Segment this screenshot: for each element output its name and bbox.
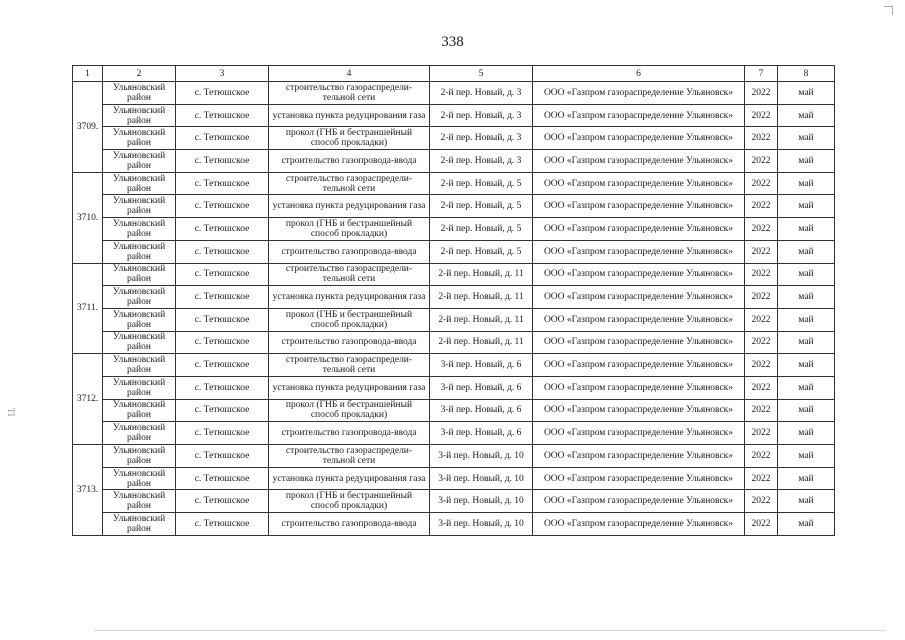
header-col-7: 7 xyxy=(745,66,778,82)
district-cell: Ульяновский район xyxy=(103,172,176,195)
address-cell: 2-й пер. Новый, д. 5 xyxy=(430,240,533,263)
table-row xyxy=(73,104,835,127)
month-cell: май xyxy=(778,354,835,377)
work-type-cell: строительство газораспредели-тельной сети xyxy=(269,445,430,468)
company-cell: ООО «Газпром газораспределение Ульяновск» xyxy=(533,490,745,513)
address-cell: 3-й пер. Новый, д. 10 xyxy=(430,513,533,536)
table-body xyxy=(73,66,835,536)
address-cell: 2-й пер. Новый, д. 11 xyxy=(430,331,533,354)
table-row xyxy=(73,150,835,173)
district-cell: Ульяновский район xyxy=(103,286,176,309)
table-row xyxy=(73,127,835,150)
company-cell: ООО «Газпром газораспределение Ульяновск» xyxy=(533,263,745,286)
address-cell: 3-й пер. Новый, д. 6 xyxy=(430,376,533,399)
work-type-cell: установка пункта редуцирования газа xyxy=(269,467,430,490)
company-cell: ООО «Газпром газораспределение Ульяновск» xyxy=(533,240,745,263)
table-row xyxy=(73,445,835,468)
district-cell: Ульяновский район xyxy=(103,263,176,286)
year-cell: 2022 xyxy=(745,150,778,173)
settlement-cell: с. Тетюшское xyxy=(176,331,269,354)
company-cell: ООО «Газпром газораспределение Ульяновск» xyxy=(533,150,745,173)
table-row xyxy=(73,240,835,263)
year-cell: 2022 xyxy=(745,490,778,513)
company-cell: ООО «Газпром газораспределение Ульяновск» xyxy=(533,127,745,150)
header-col-5: 5 xyxy=(430,66,533,82)
settlement-cell: с. Тетюшское xyxy=(176,308,269,331)
month-cell: май xyxy=(778,331,835,354)
header-col-2: 2 xyxy=(103,66,176,82)
month-cell: май xyxy=(778,308,835,331)
address-cell: 2-й пер. Новый, д. 5 xyxy=(430,218,533,241)
month-cell: май xyxy=(778,445,835,468)
table-row xyxy=(73,172,835,195)
table-row xyxy=(73,376,835,399)
year-cell: 2022 xyxy=(745,513,778,536)
month-cell: май xyxy=(778,490,835,513)
table-row xyxy=(73,195,835,218)
district-cell: Ульяновский район xyxy=(103,150,176,173)
month-cell: май xyxy=(778,286,835,309)
settlement-cell: с. Тетюшское xyxy=(176,354,269,377)
year-cell: 2022 xyxy=(745,172,778,195)
side-margin-mark: TI xyxy=(6,408,16,417)
work-type-cell: строительство газораспредели-тельной сети xyxy=(269,263,430,286)
settlement-cell: с. Тетюшское xyxy=(176,172,269,195)
header-row xyxy=(73,66,835,82)
year-cell: 2022 xyxy=(745,354,778,377)
row-number: 3710. xyxy=(73,172,103,263)
address-cell: 2-й пер. Новый, д. 3 xyxy=(430,150,533,173)
month-cell: май xyxy=(778,104,835,127)
work-type-cell: прокол (ГНБ и бестраншейный способ прокладки) xyxy=(269,308,430,331)
month-cell: май xyxy=(778,218,835,241)
company-cell: ООО «Газпром газораспределение Ульяновск» xyxy=(533,218,745,241)
table-row xyxy=(73,331,835,354)
year-cell: 2022 xyxy=(745,263,778,286)
district-cell: Ульяновский район xyxy=(103,354,176,377)
settlement-cell: с. Тетюшское xyxy=(176,82,269,105)
company-cell: ООО «Газпром газораспределение Ульяновск» xyxy=(533,354,745,377)
header-col-3: 3 xyxy=(176,66,269,82)
district-cell: Ульяновский район xyxy=(103,127,176,150)
scan-corner-mark xyxy=(884,6,893,15)
year-cell: 2022 xyxy=(745,218,778,241)
month-cell: май xyxy=(778,467,835,490)
work-type-cell: строительство газопровода-ввода xyxy=(269,150,430,173)
month-cell: май xyxy=(778,263,835,286)
year-cell: 2022 xyxy=(745,286,778,309)
district-cell: Ульяновский район xyxy=(103,513,176,536)
address-cell: 2-й пер. Новый, д. 3 xyxy=(430,104,533,127)
table-row xyxy=(73,513,835,536)
company-cell: ООО «Газпром газораспределение Ульяновск» xyxy=(533,308,745,331)
month-cell: май xyxy=(778,172,835,195)
year-cell: 2022 xyxy=(745,127,778,150)
settlement-cell: с. Тетюшское xyxy=(176,467,269,490)
address-cell: 2-й пер. Новый, д. 3 xyxy=(430,82,533,105)
district-cell: Ульяновский район xyxy=(103,331,176,354)
address-cell: 3-й пер. Новый, д. 10 xyxy=(430,467,533,490)
district-cell: Ульяновский район xyxy=(103,490,176,513)
work-type-cell: строительство газопровода-ввода xyxy=(269,513,430,536)
table-row xyxy=(73,354,835,377)
settlement-cell: с. Тетюшское xyxy=(176,513,269,536)
year-cell: 2022 xyxy=(745,331,778,354)
district-cell: Ульяновский район xyxy=(103,218,176,241)
month-cell: май xyxy=(778,376,835,399)
settlement-cell: с. Тетюшское xyxy=(176,127,269,150)
work-type-cell: прокол (ГНБ и бестраншейный способ прокладки) xyxy=(269,490,430,513)
district-cell: Ульяновский район xyxy=(103,467,176,490)
settlement-cell: с. Тетюшское xyxy=(176,218,269,241)
work-type-cell: установка пункта редуцирования газа xyxy=(269,195,430,218)
work-type-cell: прокол (ГНБ и бестраншейный способ прокладки) xyxy=(269,218,430,241)
address-cell: 2-й пер. Новый, д. 5 xyxy=(430,172,533,195)
address-cell: 3-й пер. Новый, д. 6 xyxy=(430,399,533,422)
address-cell: 3-й пер. Новый, д. 10 xyxy=(430,490,533,513)
company-cell: ООО «Газпром газораспределение Ульяновск» xyxy=(533,286,745,309)
year-cell: 2022 xyxy=(745,195,778,218)
address-cell: 2-й пер. Новый, д. 11 xyxy=(430,308,533,331)
company-cell: ООО «Газпром газораспределение Ульяновск» xyxy=(533,195,745,218)
month-cell: май xyxy=(778,127,835,150)
year-cell: 2022 xyxy=(745,240,778,263)
district-cell: Ульяновский район xyxy=(103,104,176,127)
company-cell: ООО «Газпром газораспределение Ульяновск» xyxy=(533,104,745,127)
year-cell: 2022 xyxy=(745,308,778,331)
work-type-cell: строительство газораспредели-тельной сети xyxy=(269,354,430,377)
table-row xyxy=(73,422,835,445)
row-number: 3713. xyxy=(73,445,103,536)
settlement-cell: с. Тетюшское xyxy=(176,150,269,173)
company-cell: ООО «Газпром газораспределение Ульяновск» xyxy=(533,376,745,399)
settlement-cell: с. Тетюшское xyxy=(176,286,269,309)
header-col-8: 8 xyxy=(778,66,835,82)
month-cell: май xyxy=(778,195,835,218)
year-cell: 2022 xyxy=(745,376,778,399)
year-cell: 2022 xyxy=(745,399,778,422)
table-row xyxy=(73,399,835,422)
year-cell: 2022 xyxy=(745,467,778,490)
table-row xyxy=(73,467,835,490)
company-cell: ООО «Газпром газораспределение Ульяновск» xyxy=(533,172,745,195)
district-cell: Ульяновский район xyxy=(103,376,176,399)
district-cell: Ульяновский район xyxy=(103,308,176,331)
settlement-cell: с. Тетюшское xyxy=(176,104,269,127)
company-cell: ООО «Газпром газораспределение Ульяновск» xyxy=(533,445,745,468)
work-type-cell: строительство газопровода-ввода xyxy=(269,331,430,354)
table-row xyxy=(73,263,835,286)
address-cell: 2-й пер. Новый, д. 3 xyxy=(430,127,533,150)
row-number: 3711. xyxy=(73,263,103,354)
address-cell: 3-й пер. Новый, д. 6 xyxy=(430,422,533,445)
month-cell: май xyxy=(778,240,835,263)
row-number: 3709. xyxy=(73,82,103,173)
month-cell: май xyxy=(778,150,835,173)
work-type-cell: прокол (ГНБ и бестраншейный способ прокладки) xyxy=(269,399,430,422)
district-cell: Ульяновский район xyxy=(103,422,176,445)
month-cell: май xyxy=(778,399,835,422)
settlement-cell: с. Тетюшское xyxy=(176,445,269,468)
district-cell: Ульяновский район xyxy=(103,445,176,468)
year-cell: 2022 xyxy=(745,422,778,445)
settlement-cell: с. Тетюшское xyxy=(176,399,269,422)
work-type-cell: установка пункта редуцирования газа xyxy=(269,286,430,309)
work-type-cell: строительство газопровода-ввода xyxy=(269,422,430,445)
company-cell: ООО «Газпром газораспределение Ульяновск» xyxy=(533,513,745,536)
district-cell: Ульяновский район xyxy=(103,240,176,263)
address-cell: 3-й пер. Новый, д. 6 xyxy=(430,354,533,377)
schedule-table xyxy=(72,65,835,536)
table-row xyxy=(73,286,835,309)
header-col-6: 6 xyxy=(533,66,745,82)
settlement-cell: с. Тетюшское xyxy=(176,263,269,286)
header-col-1: 1 xyxy=(73,66,103,82)
row-number: 3712. xyxy=(73,354,103,445)
work-type-cell: установка пункта редуцирования газа xyxy=(269,376,430,399)
bottom-scan-artifact xyxy=(95,630,885,631)
work-type-cell: строительство газораспредели-тельной сети xyxy=(269,172,430,195)
page-number: 338 xyxy=(441,34,464,50)
company-cell: ООО «Газпром газораспределение Ульяновск» xyxy=(533,399,745,422)
settlement-cell: с. Тетюшское xyxy=(176,195,269,218)
work-type-cell: установка пункта редуцирования газа xyxy=(269,104,430,127)
month-cell: май xyxy=(778,422,835,445)
district-cell: Ульяновский район xyxy=(103,82,176,105)
company-cell: ООО «Газпром газораспределение Ульяновск» xyxy=(533,422,745,445)
address-cell: 2-й пер. Новый, д. 11 xyxy=(430,263,533,286)
company-cell: ООО «Газпром газораспределение Ульяновск» xyxy=(533,82,745,105)
company-cell: ООО «Газпром газораспределение Ульяновск» xyxy=(533,467,745,490)
company-cell: ООО «Газпром газораспределение Ульяновск» xyxy=(533,331,745,354)
work-type-cell: строительство газораспредели-тельной сети xyxy=(269,82,430,105)
work-type-cell: прокол (ГНБ и бестраншейный способ прокладки) xyxy=(269,127,430,150)
table-row xyxy=(73,82,835,105)
settlement-cell: с. Тетюшское xyxy=(176,422,269,445)
table-row xyxy=(73,308,835,331)
district-cell: Ульяновский район xyxy=(103,195,176,218)
month-cell: май xyxy=(778,82,835,105)
settlement-cell: с. Тетюшское xyxy=(176,240,269,263)
table-row xyxy=(73,218,835,241)
address-cell: 2-й пер. Новый, д. 5 xyxy=(430,195,533,218)
table-row xyxy=(73,490,835,513)
work-type-cell: строительство газопровода-ввода xyxy=(269,240,430,263)
district-cell: Ульяновский район xyxy=(103,399,176,422)
settlement-cell: с. Тетюшское xyxy=(176,376,269,399)
settlement-cell: с. Тетюшское xyxy=(176,490,269,513)
year-cell: 2022 xyxy=(745,104,778,127)
address-cell: 2-й пер. Новый, д. 11 xyxy=(430,286,533,309)
header-col-4: 4 xyxy=(269,66,430,82)
year-cell: 2022 xyxy=(745,445,778,468)
month-cell: май xyxy=(778,513,835,536)
address-cell: 3-й пер. Новый, д. 10 xyxy=(430,445,533,468)
year-cell: 2022 xyxy=(745,82,778,105)
